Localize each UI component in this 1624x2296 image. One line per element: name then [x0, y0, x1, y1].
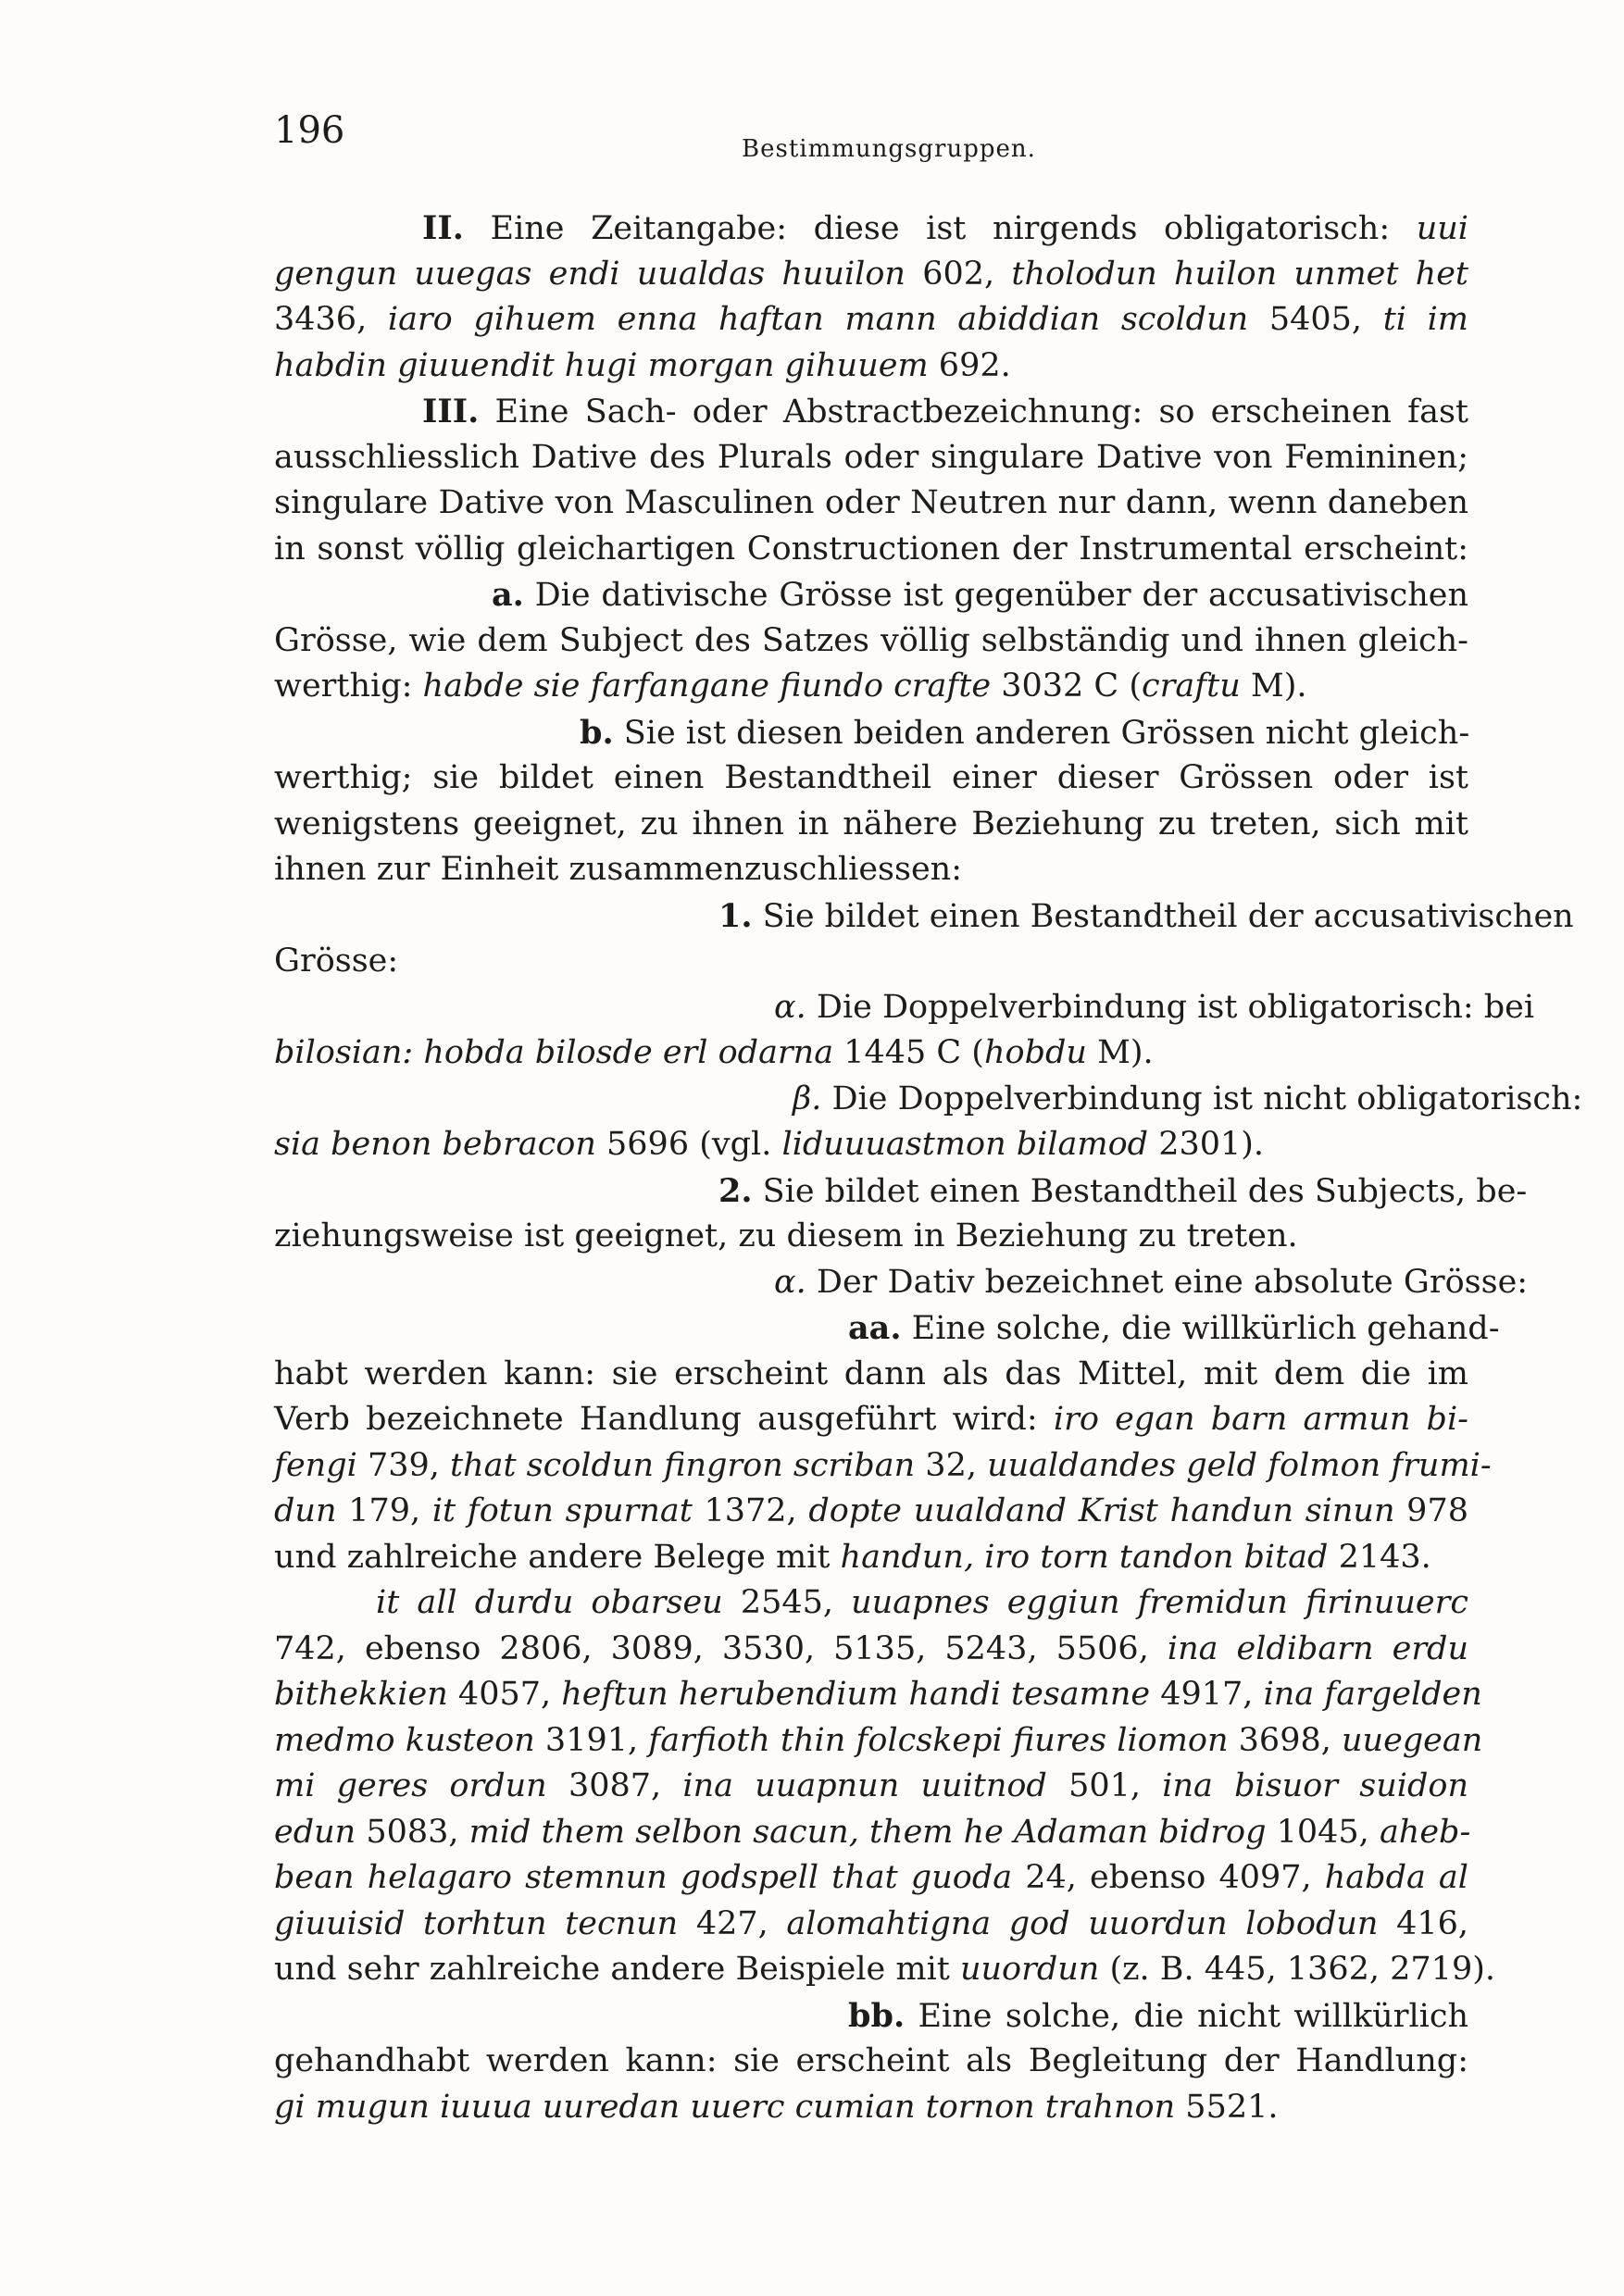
- italic-citation: α.: [774, 988, 806, 1026]
- italic-citation: bean helagaro stemnun godspell that guoda: [274, 1859, 1013, 1896]
- text-line: [274, 893, 1574, 940]
- italic-citation: bithekkien: [274, 1676, 448, 1713]
- section-marker: 1.: [718, 896, 753, 935]
- italic-citation: sia benon bebracon: [274, 1126, 596, 1163]
- text-line: [274, 802, 1468, 848]
- text-run: 2143.: [1328, 1538, 1431, 1576]
- text-run: 3191,: [534, 1721, 649, 1759]
- text-run: Eine solche, die nicht willkürlich: [905, 1997, 1468, 2035]
- text-line: [274, 252, 1468, 298]
- italic-citation: giuuisid torhtun tecnun: [274, 1904, 679, 1942]
- text-line: [274, 1214, 1468, 1260]
- page-number: 196: [274, 109, 345, 152]
- italic-citation: α.: [774, 1263, 806, 1301]
- italic-citation: liduuuastmon bilamod: [781, 1126, 1149, 1163]
- text-line: [274, 527, 1468, 573]
- text-line: [274, 435, 1468, 481]
- text-line: [274, 939, 1468, 985]
- text-run: 5521.: [1175, 2088, 1279, 2126]
- text-run: (z. B. 445, 1362, 2719).: [1099, 1951, 1496, 1988]
- italic-citation: mi geres ordun: [274, 1767, 547, 1804]
- text-run: 1445 C (: [833, 1034, 984, 1071]
- text-run: werthig; sie bildet einen Bestandtheil einer dieser Grössen oder ist: [274, 759, 1468, 796]
- text-run: Sie bildet einen Bestandtheil des Subjects, be-: [752, 1172, 1528, 1210]
- text-run: 1045,: [1266, 1813, 1380, 1851]
- italic-citation: medmo kusteon: [274, 1721, 535, 1759]
- italic-citation: uualdandes geld folmon frumi-: [987, 1446, 1492, 1484]
- section-marker: II.: [422, 209, 464, 247]
- text-run: 3436,: [274, 301, 388, 338]
- text-run: Eine Sach- oder Abstractbezeichnung: so erscheinen fast: [479, 393, 1468, 430]
- italic-citation: edun: [274, 1813, 356, 1851]
- italic-citation: tholodun huilon unmet het: [1011, 255, 1468, 293]
- text-run: in sonst völlig gleichartigen Constructionen der Instrumental erscheint:: [274, 530, 1468, 568]
- text-run: 24, ebenso 4097,: [1012, 1859, 1325, 1896]
- section-marker: b.: [580, 713, 614, 752]
- text-run: 692.: [928, 346, 1011, 384]
- text-line: [274, 755, 1468, 802]
- text-line: [274, 1077, 1583, 1123]
- italic-citation: that scoldun fingron scriban: [450, 1446, 916, 1484]
- text-line: [274, 2039, 1468, 2085]
- text-run: habt werden kann: sie erscheint dann als das Mittel, mit dem die im: [274, 1354, 1468, 1392]
- text-line: [274, 1764, 1468, 1810]
- text-run: 4057,: [447, 1676, 562, 1713]
- text-run: 3698,: [1228, 1721, 1342, 1759]
- text-run: ihnen zur Einheit zusammenzuschliessen:: [274, 851, 963, 888]
- text-run: M).: [1240, 668, 1307, 705]
- italic-citation: uuordun: [959, 1951, 1100, 1988]
- text-run: 3032 C (: [991, 668, 1142, 705]
- italic-citation: it fotun spurnat: [431, 1492, 693, 1529]
- text-run: Eine solche, die willkürlich gehand-: [901, 1310, 1500, 1347]
- italic-citation: ina fargelden: [1263, 1676, 1482, 1713]
- italic-citation: iaro gihuem enna haftan mann abiddian scoldun: [387, 301, 1249, 338]
- text-line: [274, 297, 1468, 343]
- italic-citation: uui: [1416, 210, 1468, 247]
- text-run: 602,: [905, 255, 1012, 293]
- text-run: 742, ebenso 2806, 3089, 3530, 5135, 5243, 5506,: [274, 1629, 1168, 1667]
- text-line: [274, 1902, 1468, 1948]
- text-line: [274, 1352, 1468, 1398]
- italic-citation: dopte uualdand Krist handun sinun: [808, 1492, 1395, 1529]
- text-run: 5696 (vgl.: [595, 1126, 782, 1163]
- italic-citation: uuapnes eggiun fremidun firinuuerc: [851, 1584, 1468, 1621]
- text-line: [274, 847, 1468, 893]
- text-line: [274, 1030, 1468, 1077]
- italic-citation: ina uuapnun uuitnod: [682, 1767, 1047, 1804]
- text-line: [274, 1993, 1468, 2040]
- text-run: 179,: [336, 1492, 432, 1529]
- italic-citation: craftu: [1142, 668, 1241, 705]
- section-marker: III.: [422, 393, 480, 430]
- italic-citation: mid them selbon sacun, them he Adaman bidrog: [468, 1813, 1267, 1851]
- text-line: [274, 664, 1468, 710]
- text-line: [274, 206, 1468, 252]
- text-run: 416,: [1378, 1904, 1469, 1942]
- text-run: und sehr zahlreiche andere Beispiele mit: [274, 1951, 960, 1988]
- text-run: Grösse, wie dem Subject des Satzes völlig selbständig und ihnen gleich-: [274, 621, 1468, 659]
- text-line: [274, 1535, 1468, 1581]
- text-line: [274, 1672, 1482, 1718]
- text-run: Der Dativ bezeichnet eine absolute Grösse:: [806, 1263, 1529, 1301]
- italic-citation: habda al: [1324, 1859, 1468, 1896]
- italic-citation: it all durdu obarseu: [376, 1584, 723, 1621]
- text-run: werthig:: [274, 668, 423, 705]
- text-line: [274, 1489, 1468, 1535]
- italic-citation: β.: [793, 1079, 822, 1117]
- text-line: [274, 2085, 1468, 2131]
- text-run: Die Doppelverbindung ist nicht obligatorisch:: [821, 1079, 1583, 1117]
- italic-citation: alomahtigna god uuordun lobodun: [786, 1904, 1379, 1942]
- text-line: [274, 1580, 1468, 1627]
- text-line: [274, 572, 1468, 618]
- text-run: singulare Dative von Masculinen oder Neutren nur dann, wenn daneben: [274, 484, 1468, 521]
- text-run: Die Doppelverbindung ist obligatorisch: bei: [806, 988, 1535, 1026]
- text-run: 32,: [915, 1446, 988, 1484]
- text-run: 3087,: [546, 1767, 683, 1804]
- text-line: [274, 1260, 1529, 1306]
- text-line: [274, 985, 1535, 1031]
- italic-citation: bilosian: hobda bilosde erl odarna: [274, 1034, 834, 1071]
- section-marker: a.: [492, 576, 524, 614]
- italic-citation: heftun herubendium handi tesamne: [561, 1676, 1151, 1713]
- text-run: und zahlreiche andere Belege mit: [274, 1538, 841, 1576]
- italic-citation: ina eldibarn erdu: [1167, 1629, 1469, 1667]
- text-run: 978: [1394, 1492, 1468, 1529]
- italic-citation: gengun uuegas endi uualdas huuilon: [274, 255, 906, 293]
- text-run: Eine Zeitangabe: diese ist nirgends obligatorisch:: [463, 210, 1417, 247]
- text-run: Verb bezeichnete Handlung ausgeführt wird:: [274, 1401, 1054, 1438]
- text-line: [274, 1168, 1528, 1215]
- italic-citation: hobdu: [983, 1034, 1087, 1071]
- text-run: ziehungsweise ist geeignet, zu diesem in Beziehung zu treten.: [274, 1217, 1298, 1254]
- text-run: 2301).: [1148, 1126, 1265, 1163]
- text-line: [274, 618, 1468, 665]
- text-run: 1372,: [692, 1492, 809, 1529]
- text-line: [274, 343, 1468, 390]
- text-line: [274, 389, 1468, 435]
- text-run: 5083,: [356, 1813, 469, 1851]
- section-marker: 2.: [718, 1171, 753, 1210]
- text-run: wenigstens geeignet, zu ihnen in nähere Beziehung zu treten, sich mit: [274, 805, 1468, 842]
- italic-citation: handun, iro torn tandon bitad: [840, 1538, 1329, 1576]
- italic-citation: habde sie farfangane fiundo crafte: [422, 668, 992, 705]
- text-line: [274, 1855, 1468, 1902]
- text-line: [274, 1443, 1492, 1490]
- text-run: 5405,: [1248, 301, 1383, 338]
- text-line: [274, 710, 1468, 756]
- text-run: Die dativische Grösse ist gegenüber der accusativischen: [523, 577, 1468, 614]
- text-line: [274, 1627, 1468, 1673]
- italic-citation: gi mugun iuuua uuredan uuerc cumian tornon trahnon: [274, 2088, 1176, 2126]
- body-text: [274, 206, 1583, 2130]
- text-line: [274, 1397, 1468, 1443]
- italic-citation: iro egan barn armun bi-: [1053, 1401, 1468, 1438]
- italic-citation: ina bisuor suidon: [1162, 1767, 1468, 1804]
- italic-citation: aheb-: [1379, 1813, 1471, 1851]
- italic-citation: uuegean: [1341, 1721, 1483, 1759]
- text-line: [274, 1305, 1500, 1352]
- page-header: [274, 109, 1468, 165]
- italic-citation: dun: [274, 1492, 337, 1529]
- text-run: M).: [1086, 1034, 1154, 1071]
- text-line: [274, 1810, 1471, 1856]
- text-line: [274, 480, 1468, 527]
- text-run: 4917,: [1150, 1676, 1264, 1713]
- text-run: gehandhabt werden kann: sie erscheint als Begleitung der Handlung:: [274, 2042, 1468, 2079]
- text-run: 739,: [356, 1446, 450, 1484]
- text-run: ausschliesslich Dative des Plurals oder singulare Dative von Femininen;: [274, 438, 1468, 476]
- text-run: 2545,: [722, 1584, 852, 1621]
- text-line: [274, 1947, 1496, 1993]
- text-run: 501,: [1046, 1767, 1163, 1804]
- running-head: Bestimmungsgruppen.: [742, 135, 1036, 163]
- text-line: [274, 1122, 1468, 1168]
- text-run: Grösse:: [274, 942, 399, 980]
- italic-citation: ti im: [1382, 301, 1468, 338]
- italic-citation: farfioth thin folcskepi fiures liomon: [648, 1721, 1229, 1759]
- text-line: [274, 1718, 1483, 1765]
- text-run: Sie ist diesen beiden anderen Grössen nicht gleich-: [613, 714, 1470, 752]
- italic-citation: fengi: [274, 1446, 357, 1484]
- section-marker: aa.: [848, 1309, 902, 1347]
- section-marker: bb.: [848, 1996, 906, 2035]
- text-run: Sie bildet einen Bestandtheil der accusativischen: [752, 897, 1574, 935]
- text-run: 427,: [678, 1904, 787, 1942]
- italic-citation: habdin giuuendit hugi morgan gihuuem: [274, 346, 929, 384]
